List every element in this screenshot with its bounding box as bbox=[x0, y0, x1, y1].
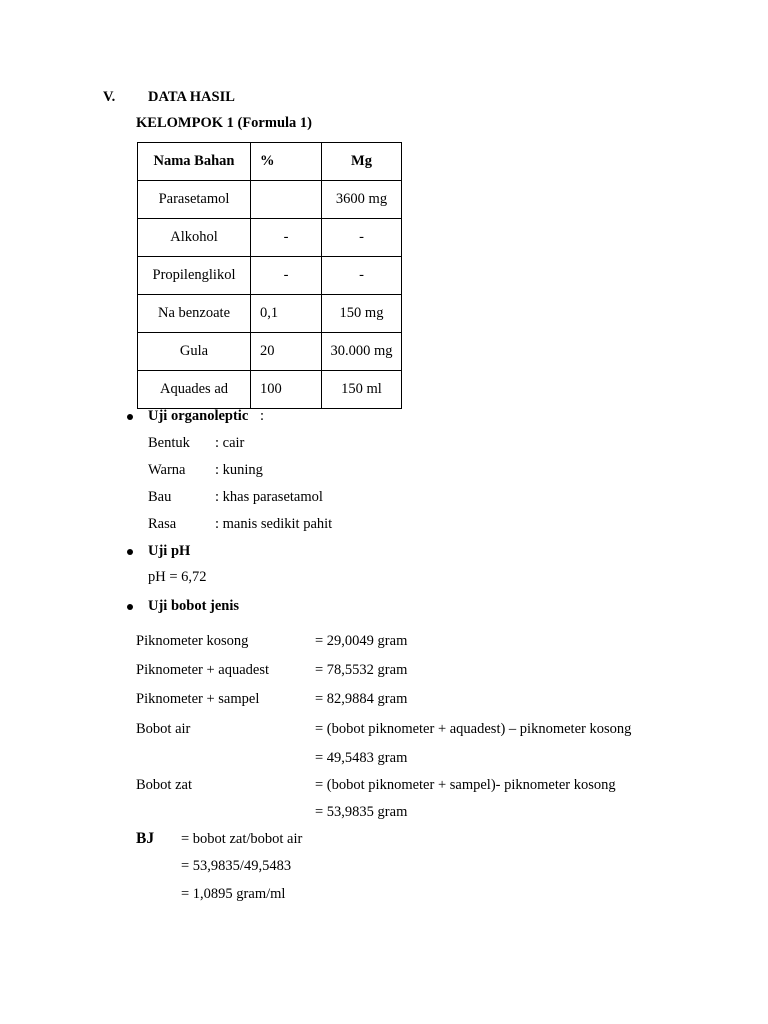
organoleptic-value: : cair bbox=[215, 435, 245, 451]
measurement-value: = (bobot piknometer + sampel)- piknometer kosong bbox=[315, 777, 616, 793]
table-cell: - bbox=[251, 257, 322, 295]
table-row bbox=[138, 371, 402, 409]
measurement-label: Bobot zat bbox=[136, 777, 192, 793]
table-cell: 20 bbox=[251, 333, 322, 371]
table-cell bbox=[251, 181, 322, 219]
bobot-jenis-title: Uji bobot jenis bbox=[148, 598, 240, 614]
measurement-value: = 53,9835 gram bbox=[315, 804, 408, 820]
table-cell: - bbox=[322, 219, 402, 257]
measurement-label: Piknometer + sampel bbox=[136, 691, 260, 707]
organoleptic-label: Rasa bbox=[148, 516, 177, 532]
measurement-value: = 29,0049 gram bbox=[315, 633, 408, 649]
bj-line: = bobot zat/bobot air bbox=[181, 831, 303, 847]
bullet-icon bbox=[127, 549, 133, 555]
table-cell: 150 mg bbox=[322, 295, 402, 333]
measurement-value: = 82,9884 gram bbox=[315, 691, 408, 707]
group-title: KELOMPOK 1 (Formula 1) bbox=[136, 115, 312, 131]
table-cell: Alkohol bbox=[138, 219, 251, 257]
ingredients-table bbox=[137, 142, 402, 409]
table-cell: - bbox=[322, 257, 402, 295]
section-title: DATA HASIL bbox=[148, 89, 235, 105]
organoleptic-title: Uji organoleptic bbox=[148, 408, 249, 424]
table-header-cell: Nama Bahan bbox=[138, 143, 251, 181]
table-cell: Aquades ad bbox=[138, 371, 251, 409]
ph-value: pH = 6,72 bbox=[148, 569, 207, 585]
table-header-cell: % bbox=[251, 143, 322, 181]
table-cell: 30.000 mg bbox=[322, 333, 402, 371]
table-row bbox=[138, 257, 402, 295]
table-row bbox=[138, 295, 402, 333]
bj-line: = 53,9835/49,5483 bbox=[181, 858, 292, 874]
organoleptic-label: Warna bbox=[148, 462, 186, 478]
table-cell: Gula bbox=[138, 333, 251, 371]
organoleptic-label: Bentuk bbox=[148, 435, 190, 451]
table-row bbox=[138, 181, 402, 219]
measurement-label: Piknometer + aquadest bbox=[136, 662, 270, 678]
table-cell: 100 bbox=[251, 371, 322, 409]
bj-label: BJ bbox=[136, 830, 155, 847]
table-cell: 3600 mg bbox=[322, 181, 402, 219]
organoleptic-colon: : bbox=[260, 408, 265, 424]
organoleptic-value: : manis sedikit pahit bbox=[215, 516, 333, 532]
table-cell: Parasetamol bbox=[138, 181, 251, 219]
table-header-row bbox=[138, 143, 402, 181]
table-header-cell: Mg bbox=[322, 143, 402, 181]
table-cell: 0,1 bbox=[251, 295, 322, 333]
table-cell: Na benzoate bbox=[138, 295, 251, 333]
bj-result: = 1,0895 gram/ml bbox=[181, 886, 286, 902]
table-row bbox=[138, 219, 402, 257]
table-cell: 150 ml bbox=[322, 371, 402, 409]
measurement-value: = (bobot piknometer + aquadest) – piknometer kosong bbox=[315, 721, 632, 737]
table-cell: Propilenglikol bbox=[138, 257, 251, 295]
organoleptic-label: Bau bbox=[148, 489, 172, 505]
measurement-label: Bobot air bbox=[136, 721, 191, 737]
measurement-value: = 78,5532 gram bbox=[315, 662, 408, 678]
bullet-icon bbox=[127, 414, 133, 420]
measurement-value: = 49,5483 gram bbox=[315, 750, 408, 766]
table-row bbox=[138, 333, 402, 371]
measurement-label: Piknometer kosong bbox=[136, 633, 249, 649]
section-number: V. bbox=[103, 89, 116, 105]
ph-title: Uji pH bbox=[148, 543, 191, 559]
organoleptic-value: : kuning bbox=[215, 462, 263, 478]
table-cell: - bbox=[251, 219, 322, 257]
organoleptic-value: : khas parasetamol bbox=[215, 489, 323, 505]
bullet-icon bbox=[127, 604, 133, 610]
